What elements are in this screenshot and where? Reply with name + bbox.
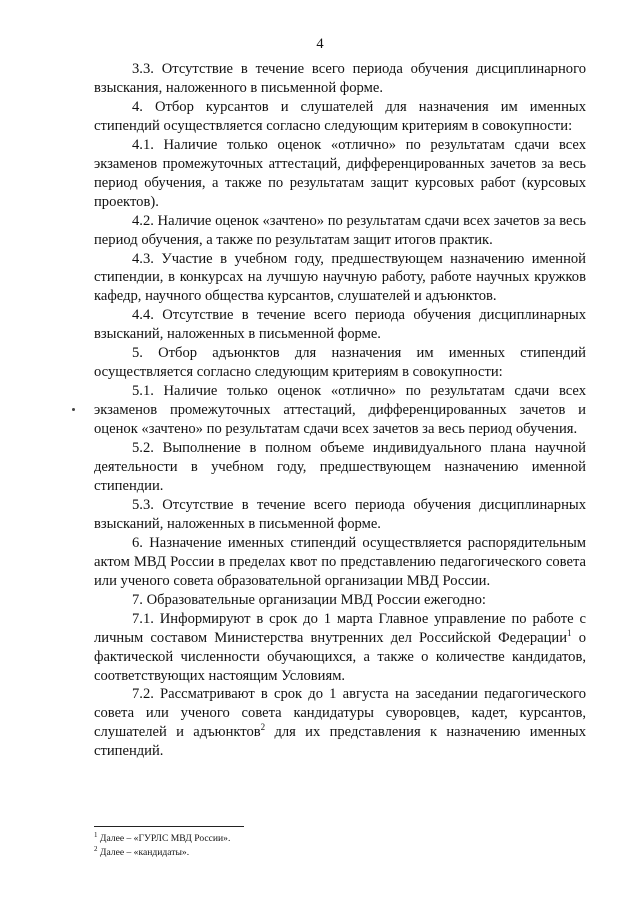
paragraph-7-2	[94, 685, 586, 761]
paragraph-7-2-text-continued: для их представления к назначению именных стипендий.	[94, 724, 587, 760]
paragraph-4-3: 4.3. Участие в учебном году, предшествующем назначению именной стипендии, в конкурсах на лучшую научную работу, работе научных кружков кафедр, научного общества курсантов, слушателей и адъюнктов.	[94, 250, 586, 305]
footnote-1-text: Далее – «ГУРЛС МВД России».	[97, 833, 231, 844]
paragraph-5-3: 5.3. Отсутствие в течение всего периода обучения дисциплинарных взысканий, наложенных в письменной форме.	[94, 496, 586, 532]
scan-artifact-dot	[72, 408, 75, 411]
paragraph-4: 4. Отбор курсантов и слушателей для назначения им именных стипендий осуществляется согласно следующим критериям в совокупности:	[94, 98, 586, 134]
paragraph-4-2: 4.2. Наличие оценок «зачтено» по результатам сдачи всех зачетов за весь период обучения, а также по результатам защит итогов практик.	[94, 212, 586, 248]
paragraph-6: 6. Назначение именных стипендий осуществляется распорядительным актом МВД России в пределах квот по представлению педагогического совета или ученого совета образовательной организации МВД России.	[94, 534, 586, 589]
paragraph-5: 5. Отбор адъюнктов для назначения им именных стипендий осуществляется согласно следующим критериям в совокупности:	[94, 345, 586, 381]
footnote-2-text: Далее – «кандидаты».	[97, 847, 190, 858]
paragraph-7-1	[94, 610, 586, 686]
paragraph-7-1-text: 7.1. Информируют в срок до 1 марта Главное управление по работе с личным составом Министерства внутренних дел Российской Федерации	[94, 610, 586, 646]
page-number: 4	[316, 36, 324, 52]
paragraph-7-2-text: 7.2. Рассматривают в срок до 1 августа на заседании педагогического совета или ученого совета кандидатуры суворовцев, кадет, курсантов, слушателей и адъюнктов	[94, 686, 586, 741]
paragraph-5-1: 5.1. Наличие только оценок «отлично» по результатам сдачи всех экзаменов промежуточных аттестаций, дифференцированных зачетов и оценок «зачтено» по результатам сдачи всех зачетов за весь период обучения.	[94, 383, 586, 438]
document-body	[94, 60, 586, 761]
paragraph-7: 7. Образовательные организации МВД России ежегодно:	[132, 591, 486, 608]
footnote-1-mark: 1	[94, 830, 98, 839]
paragraph-7-1-text-continued: о фактической численности обучающихся, а также о количестве кандидатов, соответствующих настоящим Условиям.	[94, 629, 586, 684]
paragraph-5-2: 5.2. Выполнение в полном объеме индивидуального плана научной деятельности в учебном году, предшествующем назначению именной стипендии.	[94, 440, 586, 494]
footnote-ref-1: 1	[567, 627, 572, 638]
footnote-2-mark: 2	[94, 844, 98, 853]
footnote-1	[94, 832, 586, 846]
paragraph-4-4: 4.4. Отсутствие в течение всего периода обучения дисциплинарных взысканий, наложенных в письменной форме.	[94, 307, 586, 343]
footnote-separator	[94, 826, 244, 827]
footnote-ref-2: 2	[260, 722, 266, 733]
paragraph-4-1: 4.1. Наличие только оценок «отлично» по результатам сдачи всех экзаменов промежуточных аттестаций, дифференцированных зачетов за весь период обучения, а также по результатам защит курсовых работ (курсовых проектов).	[94, 136, 586, 210]
footnote-2	[94, 846, 586, 860]
paragraph-3-3: 3.3. Отсутствие в течение всего периода обучения дисциплинарного взыскания, наложенного в письменной форме.	[94, 61, 586, 96]
footnotes	[94, 832, 586, 860]
